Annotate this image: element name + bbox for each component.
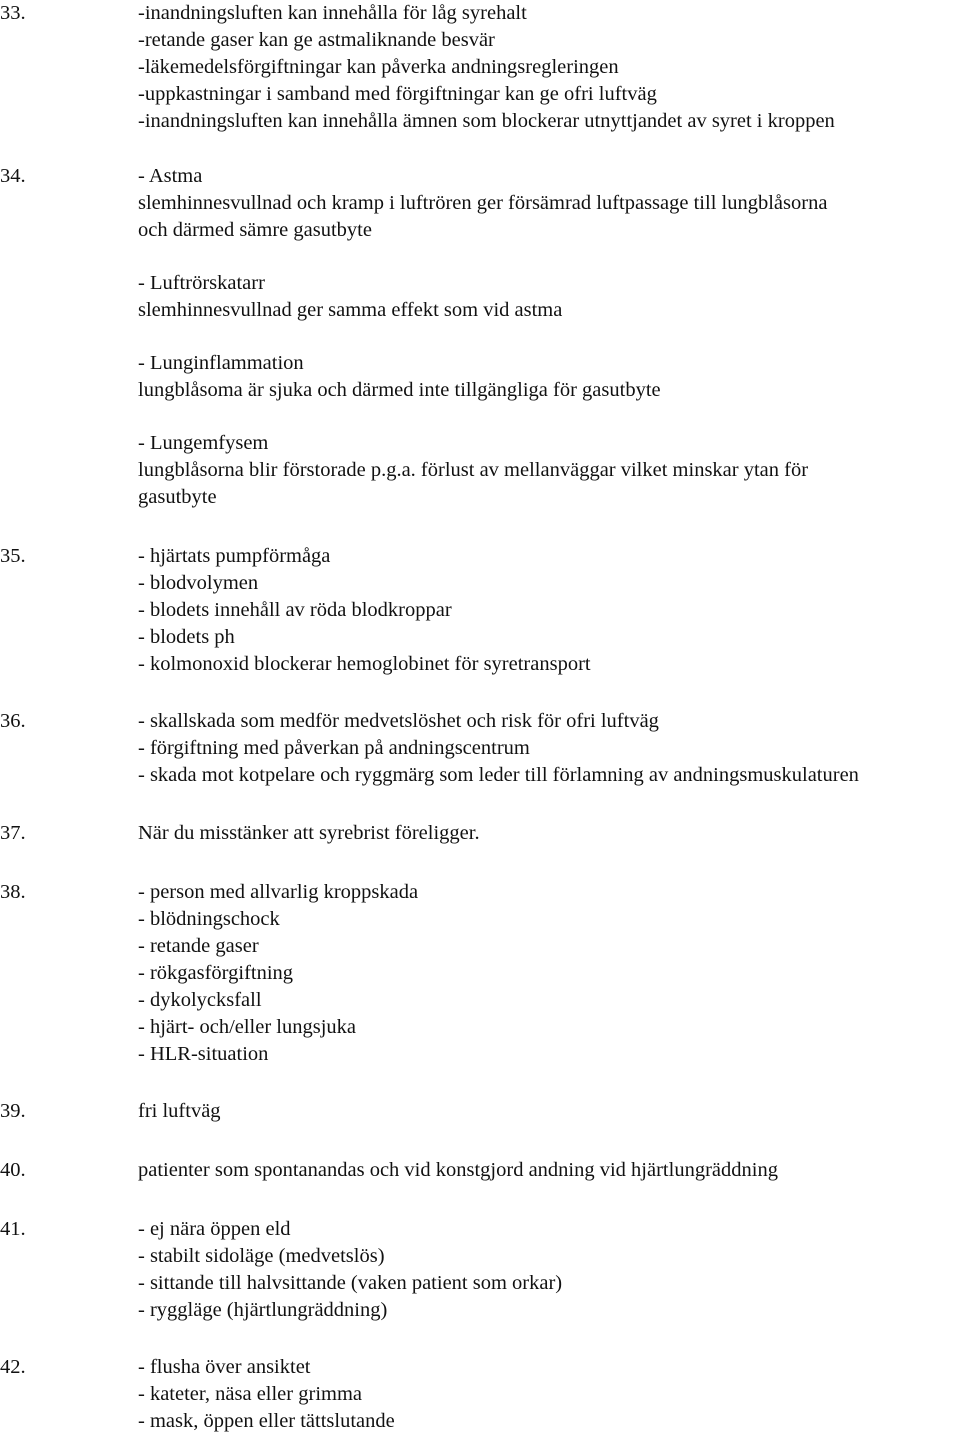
answer-number: 37. bbox=[0, 822, 26, 844]
answer-line: - blödningschock bbox=[138, 908, 280, 930]
condition-heading: - Lungemfysem bbox=[138, 432, 269, 454]
answer-number: 33. bbox=[0, 2, 26, 24]
answer-line: -inandningsluften kan innehålla för låg syrehalt bbox=[138, 2, 527, 24]
answer-body bbox=[138, 543, 960, 678]
answer-line: - hjärtats pumpförmåga bbox=[138, 545, 331, 567]
answer-number: 34. bbox=[0, 165, 26, 187]
condition-block bbox=[138, 270, 960, 324]
answer-line: - skada mot kotpelare och ryggmärg som leder till förlamning av andningsmuskulaturen bbox=[138, 764, 859, 786]
answer-line: -uppkastningar i samband med förgiftningar kan ge ofri luftväg bbox=[138, 83, 657, 105]
answer-number: 41. bbox=[0, 1218, 26, 1240]
answer-line: - mask, öppen eller tättslutande bbox=[138, 1410, 395, 1432]
answer-number: 35. bbox=[0, 545, 26, 567]
condition-description: slemhinnesvullnad ger samma effekt som vid astma bbox=[138, 299, 563, 321]
answer-body bbox=[138, 1098, 960, 1125]
answer-body bbox=[138, 879, 960, 1068]
condition-block bbox=[138, 350, 960, 404]
answer-number: 39. bbox=[0, 1100, 26, 1122]
answer-line: - skallskada som medför medvetslöshet och risk för ofri luftväg bbox=[138, 710, 659, 732]
answer-body bbox=[138, 1354, 960, 1435]
answer-body bbox=[138, 708, 960, 789]
answer-line: - stabilt sidoläge (medvetslös) bbox=[138, 1245, 385, 1267]
condition-heading: - Astma bbox=[138, 165, 203, 187]
answer-line: - retande gaser bbox=[138, 935, 259, 957]
condition-description: gasutbyte bbox=[138, 486, 217, 508]
answer-number: 38. bbox=[0, 881, 26, 903]
answer-line: - blodets innehåll av röda blodkroppar bbox=[138, 599, 452, 621]
answer-line: - flusha över ansiktet bbox=[138, 1356, 311, 1378]
answer-body bbox=[138, 0, 960, 135]
answer-line: - blodvolymen bbox=[138, 572, 259, 594]
answer-line: - ryggläge (hjärtlungräddning) bbox=[138, 1299, 388, 1321]
answer-number: 42. bbox=[0, 1356, 26, 1378]
answer-line: - förgiftning med påverkan på andningscentrum bbox=[138, 737, 530, 759]
condition-description: lungblåsoma är sjuka och därmed inte tillgängliga för gasutbyte bbox=[138, 379, 661, 401]
condition-description: lungblåsorna blir förstorade p.g.a. förlust av mellanväggar vilket minskar ytan för bbox=[138, 459, 809, 481]
condition-heading: - Lunginflammation bbox=[138, 352, 304, 374]
answer-line: - hjärt- och/eller lungsjuka bbox=[138, 1016, 357, 1038]
answer-line: När du misstänker att syrebrist föreligger. bbox=[138, 822, 480, 844]
answer-line: - person med allvarlig kroppskada bbox=[138, 881, 419, 903]
answer-body bbox=[138, 1157, 960, 1184]
answer-body bbox=[138, 820, 960, 847]
answer-line: - rökgasförgiftning bbox=[138, 962, 294, 984]
answer-line: - ej nära öppen eld bbox=[138, 1218, 291, 1240]
answer-line: - dykolycksfall bbox=[138, 989, 262, 1011]
answer-line: - kolmonoxid blockerar hemoglobinet för syretransport bbox=[138, 653, 591, 675]
answer-line: fri luftväg bbox=[138, 1100, 221, 1122]
condition-block bbox=[138, 430, 960, 511]
answer-body bbox=[138, 163, 960, 511]
answer-line: -retande gaser kan ge astmaliknande besvär bbox=[138, 29, 495, 51]
answer-line: - kateter, näsa eller grimma bbox=[138, 1383, 362, 1405]
answer-number: 36. bbox=[0, 710, 26, 732]
condition-heading: - Luftrörskatarr bbox=[138, 272, 265, 294]
answer-body bbox=[138, 1216, 960, 1324]
condition-description: och därmed sämre gasutbyte bbox=[138, 219, 372, 241]
answer-line: patienter som spontanandas och vid konstgjord andning vid hjärtlungräddning bbox=[138, 1159, 778, 1181]
answer-number: 40. bbox=[0, 1159, 26, 1181]
answer-line: - HLR-situation bbox=[138, 1043, 269, 1065]
condition-description: slemhinnesvullnad och kramp i luftrören ger försämrad luftpassage till lungblåsorna bbox=[138, 192, 828, 214]
answer-line: - sittande till halvsittande (vaken patient som orkar) bbox=[138, 1272, 563, 1294]
answer-line: -läkemedelsförgiftningar kan påverka andningsregleringen bbox=[138, 56, 619, 78]
answer-line: - blodets ph bbox=[138, 626, 235, 648]
answer-line: -inandningsluften kan innehålla ämnen som blockerar utnyttjandet av syret i kroppen bbox=[138, 110, 835, 132]
condition-block bbox=[138, 163, 960, 244]
